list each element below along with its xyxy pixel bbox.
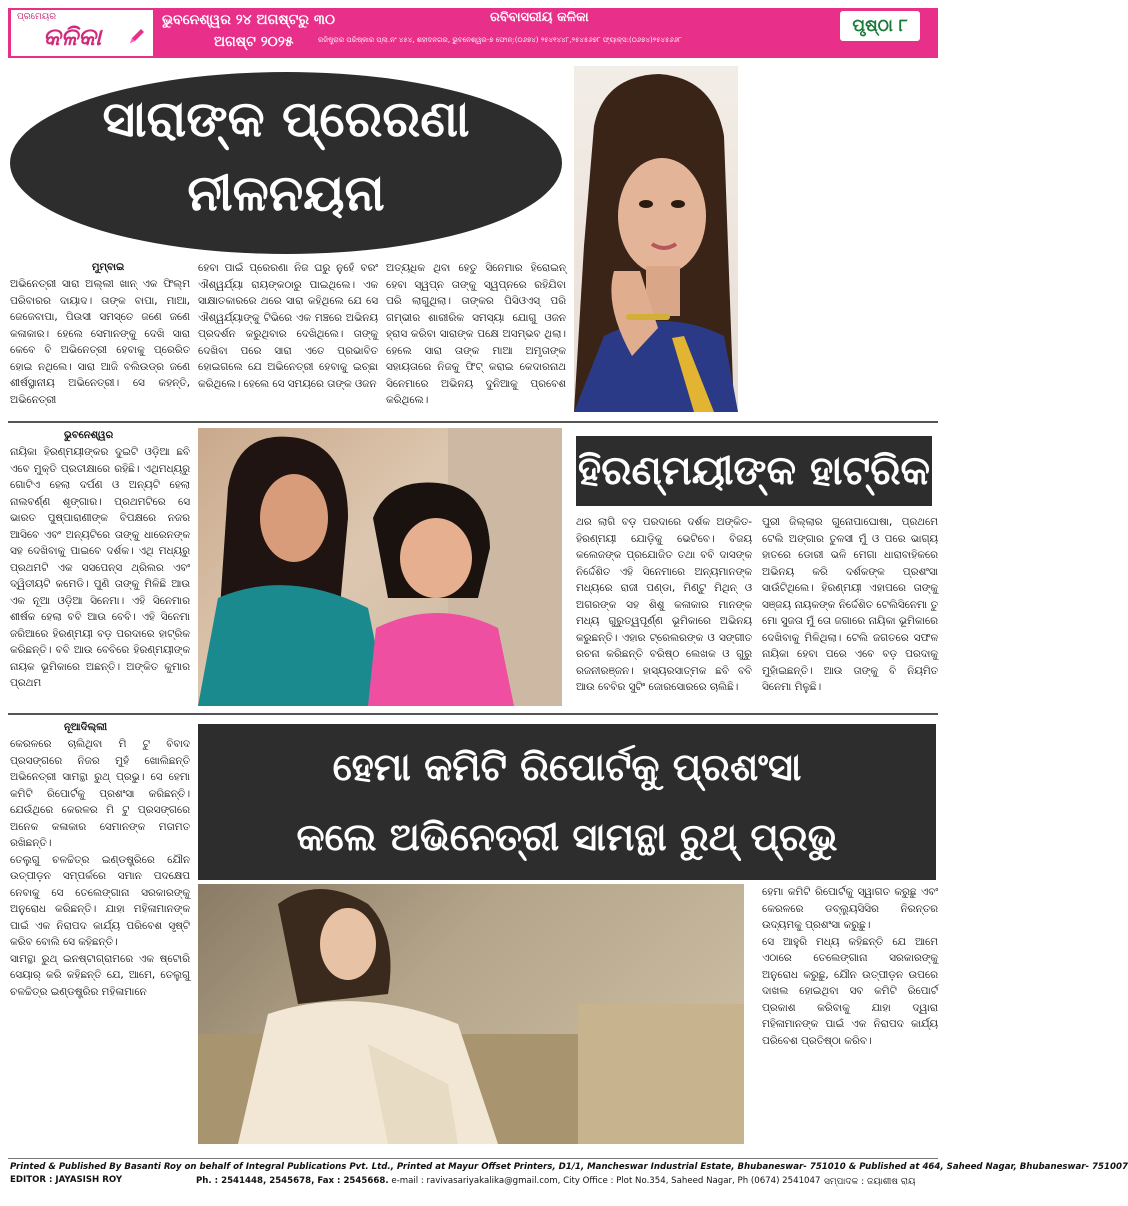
section-divider [8,421,938,423]
article3-headline-line1: ହେମା କମିଟି ରିପୋର୍ଟକୁ ପ୍ରଶଂସା [332,745,802,789]
article2-column3: ପୁରୀ ଜିଲ୍ଲାର ଗୁନୋପାଘୋଷା, ପ୍ରଥମେ ଟେଲି ଅଙ୍ଗାର ତୁଳସୀ ମୁଁ ଓ ପରେ ଭାଗ୍ୟ ହାତରେ ଡୋରୀ ଭଳି ମେଗା ଧାରାବାହିକରେ ଅଭିନୟ କରି ଦର୍ଶକଙ୍କ ପ୍ରଶଂସା ସାଉଁଟିଥିଲେ। ହିରଣ୍ମୟୀ ଏହାପରେ ତାଙ୍କୁ ସଞ୍ଜୟ ନାୟକଙ୍କ ନିର୍ଦ୍ଦେଶିତ ଟେଲିସିନେମା ତୁ ମୋ ସୁଜତା ମୁଁ ତୋ ଜଗାରେ ନାୟିକା ଭୂମିକାରେ ଦେଖିବାକୁ ମିଳିଥିଲା। ଟେଲି ଜଗତରେ ସଫଳ ନାୟିକା ହେବା ପରେ ଏବେ ବଡ଼ ପରଦାକୁ ମୁହାଁଇଛନ୍ତି। ଆଉ ତାଙ୍କୁ ବି ନିୟମିତ ସିନେମା ମିଳୁଛି। [762,516,938,693]
article1-byline: ମୁମ୍ବାଇ [92,262,125,273]
article2-column2: ଥର ଲାଗି ବଡ଼ ପରଦାରେ ଦର୍ଶକ ଅଙ୍କିତ-ହିରଣ୍ମୟୀ ଯୋଡ଼ିକୁ ଭେଟିବେ। ବିଜୟ କଲେଜଙ୍କ ପ୍ରଯୋଜିତ ତଥା ବବି ଦାସଙ୍କ ନିର୍ଦ୍ଦେଶିତ ଏହି ସିନେମାରେ ଅନ୍ୟମାନଙ୍କ ମଧ୍ୟରେ ରାଜୀ ପଣ୍ଡା, ମିଣ୍ଟୁ ମିଥିନ୍ ଓ ଅଗରଙ୍କ ସହ ଶିଶୁ କଳାକାର ମାନଙ୍କ ମଧ୍ୟ ଗୁରୁତ୍ୱପୂର୍ଣ୍ଣ ଭୂମିକାରେ ଅଭିନୟ କରୁଛନ୍ତି। ଏହାର ଟ୍ରେଲରଙ୍କ ଓ ସଙ୍ଗୀତ ରଚନା କରିଛନ୍ତି ବରିଷ୍ଠ ଲେଖକ ଓ ଗୁରୁ ରଜନୀରଞ୍ଜନ। ହାସ୍ୟରସାତ୍ମକ ଛବି ବବି ଆଉ ବେବିର ସୁଟିଂ ଜୋରସୋରରେ ଚାଲିଛି। [576,516,752,693]
publication-address: ରଜିଷ୍ଟ୍ରାର ପରିଷ୍କାର ପ୍ଲା.ନଂ ୪୫୪, ଶହୀଦନଗର, ଭୁବନେଶ୍ୱର-୭ ଫୋନ୍:(୦୬୭୪) ୨୫୪୧୪୪୮,୨୫୪୫୬୭୮ ଫ୍ୟାକ୍ସ:(୦୬୭୪)୨୫୪୫୬୬୮ [318,36,682,44]
footer-email-office: e-mail : ravivasariyakalika@gmail.com, City Office : Plot No.354, Saheed Nagar, Ph (0674) 2541047 [388,1176,821,1186]
article3-col2-p1: ହେମା କମିଟି ରିପୋର୍ଟକୁ ସ୍ୱାଗତ କରୁଛୁ ଏବଂ କେରଳରେ ଡବ୍ଲ୍ୟୁସିସିର ନିରନ୍ତର ଉଦ୍ୟମକୁ ପ୍ରଶଂସା କରୁଛୁ। [762,886,938,931]
seated-portrait-image [198,884,744,1144]
article1-column1: ଅଭିନେତ୍ରୀ ସାରା ଅଲ୍ଲୀ ଖାନ୍ ଏକ ଫିଲ୍ମ ପରିବାରର ଦାୟାଦ। ତାଙ୍କ ବାପା, ମାଆ, ଜେଜେବାପା, ପିଉସୀ ସମସ୍ତେ ଜଣେ ଜଣେ କଳାକାର। ହେଲେ ସେମାନଙ୍କୁ ଦେଖି ସାରା କେବେ ବି ଅଭିନେତ୍ରୀ ହେବାକୁ ପ୍ରେରିତ ହୋଇ ନଥିଲେ। ସାରା ଆଜି ବଲିଉଡ୍‌ର ଜଣେ ଶୀର୍ଷସ୍ଥାନୀୟ ଅଭିନେତ୍ରୀ। ସେ କହନ୍ତି, ଅଭିନେତ୍ରୀ [10,278,190,406]
logo [10,9,154,57]
article1-headline: ସାରାଙ୍କ ପ୍ରେରଣା ନୀଳନୟନା [102,90,470,222]
footer-contact [196,1176,820,1186]
footer-imprint: Printed & Published By Basanti Roy on behalf of Integral Publications Pvt. Ltd., Printed at Mayur Offset Printers, D1/1, Mancheswar Industrial Estate, Bhubaneswar- 751010 & Published at 464, Saheed Nagar, Bhubaneswar- 751007 [10,1162,1128,1172]
section-divider-2 [8,713,938,715]
article2-column1: ନାୟିକା ହିରଣ୍ମୟୀଙ୍କର ଦୁଇଟି ଓଡ଼ିଆ ଛବି ଏବେ ମୁକ୍ତି ପ୍ରତୀକ୍ଷାରେ ରହିଛି। ଏଥିମଧ୍ୟରୁ ଗୋଟିଏ ହେଲା ଦର୍ପଣ ଓ ଅନ୍ୟଟି ହେଲା ନାଲବର୍ଣ୍ଣ ଶୃଙ୍ଗାର। ପ୍ରଥମଟିରେ ସେ ଭାରତ ପୁଷ୍ପାରାଣୀଙ୍କ ବିପକ୍ଷରେ ନଜର ଆସିବେ ଏବଂ ଅନ୍ୟଟିରେ ତାଙ୍କୁ ଧାରେନଙ୍କ ସହ ଦେଖିବାକୁ ପାଇବେ ଦର୍ଶକ। ଏଥି ମଧ୍ୟରୁ ପ୍ରଥମଟି ଏକ ସସପେନ୍ସ ଥ୍ରିଲର ଏବଂ ଦ୍ୱିତୀୟଟି କମେଡି। ପୁଣି ତାଙ୍କୁ ମିଳିଛି ଆଉ ଏକ ନୂଆ ଓଡ଼ିଆ ସିନେମା। ଏହି ସିନେମାର ଶୀର୍ଷକ ହେଲା ବବି ଆଉ ବେବି। ଏହି ସିନେମା ଜରିଆରେ ହିରଣ୍ମୟୀ ବଡ଼ ପରଦାରେ ହାଟ୍ରିକ କରିଛନ୍ତି। ବବି ଆଉ ବେବିରେ ହିରଣ୍ମୟୀଙ୍କ ନାୟକ ଭୂମିକାରେ ଅଛନ୍ତି। ଅଙ୍କିତ କୁମାର ପ୍ରଥମ [10,446,190,689]
article3-headline [198,724,936,880]
article3-column1 [10,736,190,1154]
article1-column2: ହେବା ପାଇଁ ପ୍ରେରଣା ନିଜ ଘରୁ ନୁହେଁ ବରଂ ଐଶ୍ୱର୍ଯ୍ୟା ରାୟଙ୍କଠାରୁ ପାଇଥିଲେ। ଏକ ସାକ୍ଷାତକାରରେ ଥରେ ସାରା କହିଥିଲେ ଯେ ସେ ଐଶ୍ୱର୍ଯ୍ୟାଙ୍କୁ ଟିଭିରେ ଏକ ମଞ୍ଚରେ ଅଭିନୟ ପ୍ରଦର୍ଶନ କରୁଥିବାର ଦେଖିଥିଲେ। ତାଙ୍କୁ ଦେଖିବା ପରେ ସାରା ଏତେ ପ୍ରଭାବିତ ହୋଇଗଲେ ଯେ ଅଭିନେତ୍ରୀ ହେବାକୁ ଇଚ୍ଛା କରିଥିଲେ। ହେଲେ ସେ ସମୟରେ ତାଙ୍କ ଓଜନ [198,262,378,390]
hiranmayee-photo [198,428,562,706]
article3-column2 [762,884,938,1154]
sara-photo [574,66,738,412]
footer-phone: Ph. : 2541448, 2545678, Fax : 2545668. [196,1176,389,1186]
portrait-image [574,66,738,412]
page-number: ପୃଷ୍ଠା ୮ [840,11,920,41]
article2-byline: ଭୁବନେଶ୍ୱର [64,430,114,441]
article3-headline-line2: କଲେ ଅଭିନେତ୍ରୀ ସାମନ୍ଥା ରୁଥ୍ ପ୍ରଭୁ [296,815,838,859]
publication-title: ରବିବାସରୀୟ କଳିକା [490,10,589,25]
article3-byline: ନୂଆଦିଲ୍ଲୀ [64,722,108,733]
mother-daughter-image [198,428,562,706]
issue-date-line2: ଅଗଷ୍ଟ ୨୦୨୫ [214,34,294,50]
samantha-photo [198,884,744,1144]
logo-title: କଳିକା [43,22,102,51]
article3-col2-p2: ସେ ଆହୁରି ମଧ୍ୟ କହିଛନ୍ତି ଯେ ଆମେ ଏଠାରେ ତେଲେଙ୍ଗାନା ସରକାରଙ୍କୁ ଅନୁରୋଧ କରୁଛୁ, ଯୌନ ଉତ୍ପୀଡ଼ନ ଉପରେ ଦାଖଲ ହୋଇଥିବା ସବ କମିଟି ରିପୋର୍ଟ ପ୍ରକାଶ କରିବାକୁ ଯାହା ଦ୍ୱାରା ମହିଳାମାନଙ୍କ ପାଇଁ ଏକ ନିରାପଦ କାର୍ଯ୍ୟ ପରିବେଶ ପ୍ରତିଷ୍ଠା କରିବ। [762,935,938,1047]
footer-editor: EDITOR : JAYASISH ROY [10,1175,123,1185]
article3-col1-p3: ସାମନ୍ଥା ରୁଥ୍ ଇନଷ୍ଟାଗ୍ରାମରେ ଏକ ଷ୍ଟୋରି ସେୟାର୍ କରି କହିଛନ୍ତି ଯେ, ଆମେ, ତେଲୁଗୁ ଚଳଚ୍ଚିତ୍ର ଇଣ୍ଡଷ୍ଟ୍ରିର ମହିଳାମାନେ [10,952,190,998]
logo-small-text: ପ୍ରମେୟର [17,12,57,22]
article2-headline: ହିରଣ୍ମୟୀଙ୍କ ହାଟ୍ରିକ [576,436,932,506]
footer-editor-odia: ସମ୍ପାଦକ : ଜୟାଶୀଷ ରାୟ [824,1177,916,1187]
pencil-icon [127,26,147,46]
article3-col1-p1: କେରଳରେ ଚାଲିଥିବା ମି ଟୁ ବିବାଦ ପ୍ରସଙ୍ଗରେ ନିଜର ମୁହଁ ଖୋଲିଛନ୍ତି ଅଭିନେତ୍ରୀ ସାମନ୍ଥା ରୁଥ୍ ପ୍ରଭୁ। ସେ ହେମା କମିଟି ରିପୋର୍ଟକୁ ପ୍ରଶଂସା କରିଛନ୍ତି। ଯେଉଁଥିରେ କେରଳର ମି ଟୁ ପ୍ରସଙ୍ଗରେ ଅନେକ କଳାକାର ସେମାନଙ୍କ ମତାମତ ରଖିଛନ୍ତି। [10,738,190,849]
article1-column3: ଅତ୍ୟଧିକ ଥିବା ହେତୁ ସିନେମାର ହିରୋଇନ୍ ହେବା ସ୍ୱପ୍ନ ତାଙ୍କୁ ସ୍ୱପ୍ନରେ ରହିଯିବା ପରି ଲାଗୁଥିଲା। ତାଙ୍କର ପିସିଓଏସ୍ ପରି ଗମ୍ଭୀର ଶାରୀରିକ ସମସ୍ୟା ଯୋଗୁ ଓଜନ ହ୍ରାସ କରିବା ସାରାଙ୍କ ପକ୍ଷେ ଅସମ୍ଭବ ଥିଲା। ହେଲେ ସାରା ତାଙ୍କ ମାଆ ଅମୃତାଙ୍କ ସହାୟତାରେ ନିଜକୁ ଫିଟ୍ କରାଇ କେଦାରନାଥ ସିନେମାରେ ଅଭିନୟ ଦୁନିଆକୁ ପ୍ରବେଶ କରିଥିଲେ। [386,262,566,406]
issue-date-line1: ଭୁବନେଶ୍ୱର ୨୪ ଅଗଷ୍ଟରୁ ୩୦ [162,12,335,28]
article3-col1-p2: ତେଲୁଗୁ ଚଳଚ୍ଚିତ୍ର ଇଣ୍ଡଷ୍ଟ୍ରିରେ ଯୌନ ଉତ୍ପୀଡ଼ନ ସମ୍ପର୍କରେ ସମାନ ପଦକ୍ଷେପ ନେବାକୁ ସେ ତେଲେଙ୍ଗାନା ସରକାରଙ୍କୁ ଅନୁରୋଧ କରିଛନ୍ତି। ଯାହା ମହିଳାମାନଙ୍କ ପାଇଁ ଏକ ନିରାପଦ କାର୍ଯ୍ୟ ପରିବେଶ ସୃଷ୍ଟି କରିବ ବୋଲି ସେ କହିଛନ୍ତି। [10,853,190,948]
